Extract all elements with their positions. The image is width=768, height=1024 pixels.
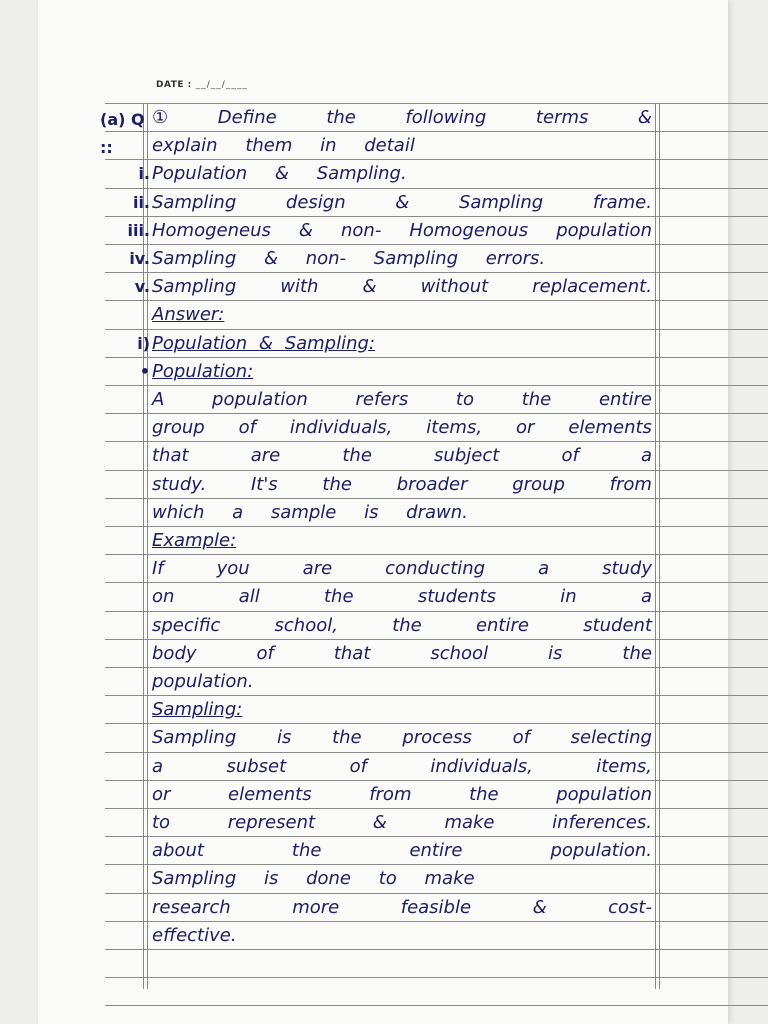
text-line	[152, 160, 652, 188]
word: on	[152, 586, 175, 608]
line-text: Population & Sampling:	[152, 332, 376, 354]
word: individuals,	[430, 755, 533, 777]
word: design	[285, 191, 346, 213]
date-field	[156, 80, 248, 90]
word: If	[152, 558, 164, 580]
text-line	[152, 922, 652, 950]
text-line	[152, 499, 652, 527]
word: ①	[152, 107, 169, 128]
word: a	[640, 586, 652, 608]
word: terms	[535, 107, 589, 128]
word: &	[298, 219, 313, 241]
word: student	[583, 614, 652, 636]
word: with	[280, 276, 319, 298]
word: &	[637, 107, 652, 128]
line-text: explain them in detail	[152, 135, 415, 157]
word: Sampling	[152, 727, 237, 749]
word: to	[152, 812, 171, 833]
word: the	[322, 473, 352, 495]
section-heading	[152, 696, 652, 724]
word: represent	[227, 812, 316, 833]
word: the	[332, 727, 362, 749]
section-heading	[152, 330, 652, 358]
text-line	[152, 809, 652, 837]
text-line	[152, 555, 652, 583]
word: without	[420, 276, 489, 298]
word: the	[392, 614, 422, 636]
text-line	[152, 612, 652, 640]
section-heading	[152, 358, 652, 386]
word: the	[521, 389, 552, 410]
word: &	[532, 896, 547, 918]
word: body	[152, 642, 197, 664]
margin-line-right-2	[659, 103, 660, 989]
word: Sampling	[458, 191, 544, 213]
line-text: Population:	[152, 360, 254, 382]
word: Sampling	[152, 276, 237, 298]
word: Homogeneus	[152, 219, 271, 241]
text-line	[152, 583, 652, 611]
word: or	[152, 783, 171, 805]
word: about	[152, 840, 204, 862]
word: the	[622, 642, 652, 664]
word: following	[405, 107, 487, 128]
word: It's	[250, 473, 278, 495]
word: a	[152, 755, 164, 777]
text-line	[152, 189, 652, 217]
word: replacement.	[532, 276, 652, 298]
word: &	[362, 276, 377, 298]
word: a	[538, 558, 550, 580]
word: refers	[355, 389, 409, 410]
word: items,	[596, 755, 652, 777]
word: items,	[426, 417, 483, 439]
word: all	[238, 586, 260, 608]
word: individuals,	[289, 417, 393, 439]
text-line	[152, 217, 652, 245]
word: the	[326, 107, 356, 128]
word: &	[395, 191, 410, 213]
word: A	[152, 389, 165, 410]
word: research	[152, 896, 231, 918]
word: group	[512, 473, 565, 495]
ruled-line	[105, 977, 768, 978]
text-line	[152, 753, 652, 781]
date-label: DATE :	[156, 80, 192, 90]
text-line	[152, 640, 652, 668]
text-line	[152, 781, 652, 809]
word: the	[469, 783, 499, 805]
line-number: v.	[134, 277, 150, 297]
word: entire	[409, 840, 463, 862]
word: more	[292, 896, 340, 918]
word: subset	[226, 755, 287, 777]
line-number: •	[139, 361, 150, 381]
word: entire	[475, 614, 529, 636]
word: the	[342, 445, 372, 467]
word: of	[512, 727, 530, 749]
word: inferences.	[552, 812, 652, 833]
word: &	[372, 812, 387, 833]
word: a	[640, 445, 652, 467]
word: population	[212, 389, 308, 410]
text-line	[152, 414, 652, 442]
word: are	[302, 558, 333, 580]
text-line	[152, 865, 652, 893]
text-line	[152, 837, 652, 865]
word: Sampling	[152, 191, 237, 213]
line-number: i)	[137, 333, 150, 353]
line-text: Population & Sampling.	[152, 163, 407, 185]
word: feasible	[400, 896, 472, 918]
margin-line-right	[655, 103, 656, 989]
word: subject	[434, 445, 500, 467]
text-line	[152, 471, 652, 499]
line-number: iv.	[129, 249, 150, 268]
word: the	[324, 586, 354, 608]
word: specific	[152, 614, 221, 636]
word: Homogenous	[409, 219, 529, 241]
line-number: i.	[138, 164, 150, 184]
word: from	[369, 783, 412, 805]
word: population	[556, 219, 652, 241]
line-text: Example:	[152, 530, 237, 551]
section-heading	[152, 527, 652, 555]
section-heading	[152, 301, 652, 329]
word: frame.	[592, 191, 652, 213]
word: school	[430, 642, 489, 664]
line-text: effective.	[152, 924, 237, 946]
word: from	[609, 473, 652, 495]
word: conducting	[385, 558, 486, 580]
text-line	[152, 132, 652, 160]
line-text: which a sample is drawn.	[152, 501, 468, 523]
line-text: Answer:	[152, 304, 225, 326]
line-number: ii.	[132, 192, 150, 212]
word: entire	[598, 389, 652, 410]
word: that	[333, 642, 371, 664]
word: school,	[274, 614, 338, 636]
word: broader	[396, 473, 468, 495]
line-text: Sampling & non- Sampling errors.	[152, 248, 546, 269]
word: population.	[550, 840, 652, 862]
word: cost-	[608, 896, 652, 918]
text-line	[152, 668, 652, 696]
word: students	[417, 586, 496, 608]
word: population	[556, 783, 652, 805]
date-value: __/__/____	[195, 80, 248, 90]
question-label: (a) Q ::	[100, 110, 145, 157]
line-number: iii.	[127, 220, 150, 240]
line-text: population.	[152, 671, 254, 692]
line-text: Sampling:	[152, 699, 243, 721]
word: elements	[228, 783, 312, 805]
text-line	[152, 386, 652, 414]
word: group	[152, 417, 205, 439]
word: that	[152, 445, 189, 467]
text-line	[152, 273, 652, 301]
word: make	[444, 812, 495, 833]
word: non-	[340, 219, 382, 241]
word: in	[560, 586, 577, 608]
text-line	[152, 245, 652, 273]
word: is	[276, 727, 292, 749]
word: the	[291, 840, 322, 862]
word: study.	[152, 473, 207, 495]
word: of	[256, 642, 274, 664]
word: of	[561, 445, 579, 467]
text-line	[152, 442, 652, 470]
word: or	[515, 417, 535, 439]
word: is	[548, 642, 563, 664]
word: study	[602, 558, 652, 580]
line-text: Sampling is done to make	[152, 868, 475, 890]
word: process	[402, 727, 472, 749]
ruled-line	[105, 1005, 768, 1006]
word: selecting	[570, 727, 652, 749]
word: Define	[217, 107, 277, 128]
word: to	[455, 389, 474, 410]
word: you	[216, 558, 250, 580]
text-line	[152, 724, 652, 752]
word: are	[250, 445, 281, 467]
text-line	[152, 894, 652, 922]
word: elements	[568, 417, 652, 439]
word: of	[238, 417, 256, 439]
text-line	[152, 104, 652, 132]
word: of	[349, 755, 367, 777]
